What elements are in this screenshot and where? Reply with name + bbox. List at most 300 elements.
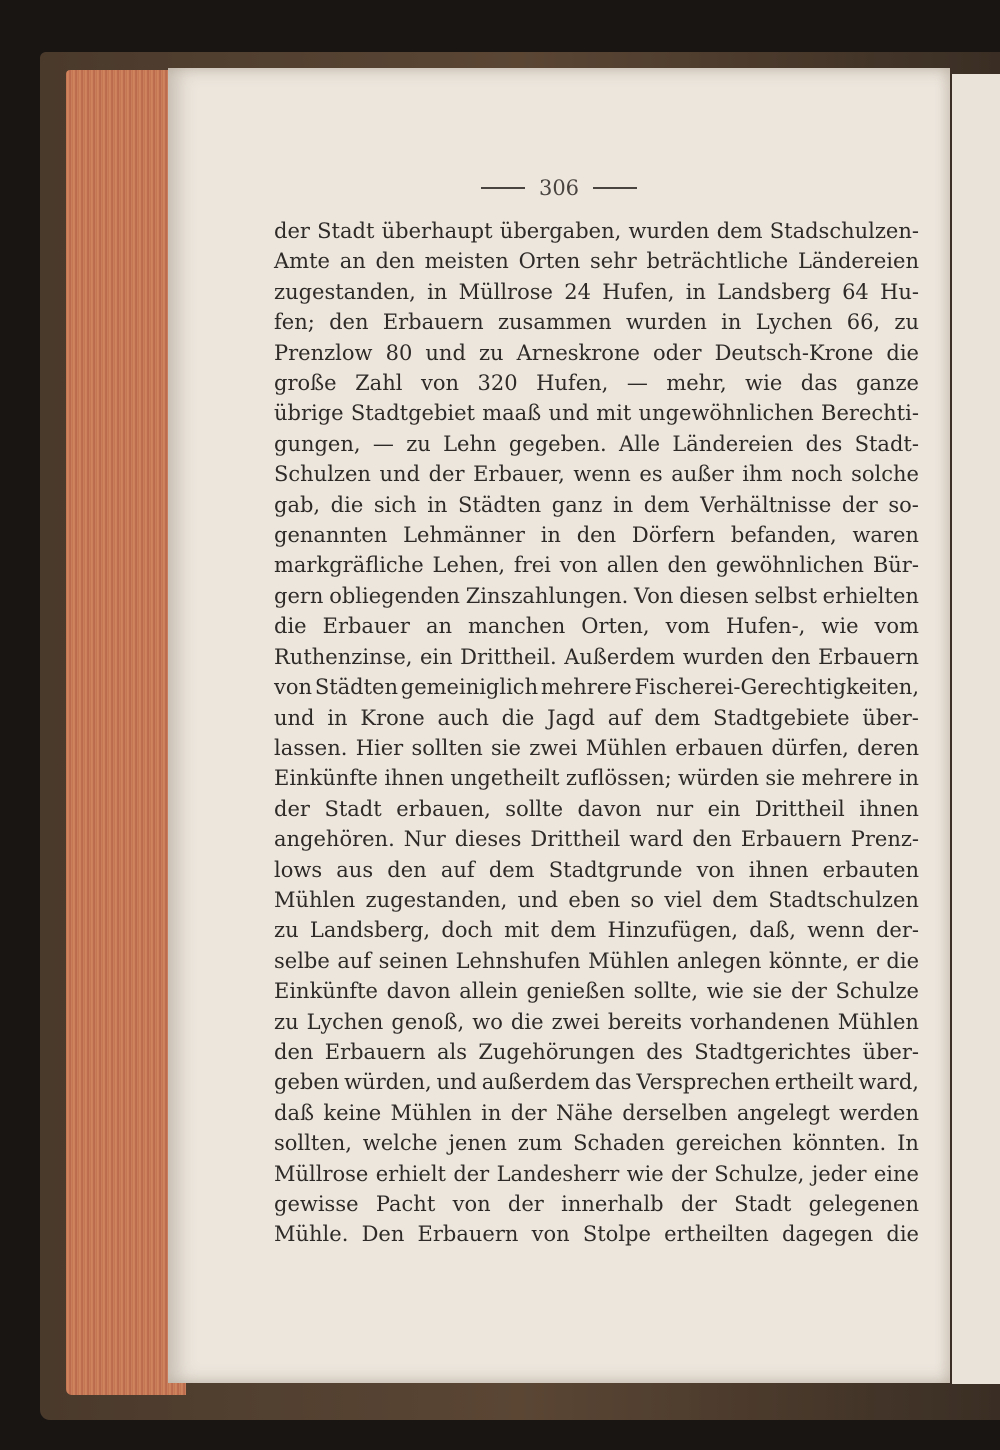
word: Einkünfte — [274, 766, 378, 791]
word: In — [897, 1131, 919, 1156]
word: Drittheil — [530, 827, 621, 852]
text-line — [274, 338, 919, 368]
word: sich — [373, 492, 417, 517]
word: der- — [875, 918, 919, 943]
word: allen — [606, 553, 659, 578]
word: gern — [274, 583, 324, 608]
word: obliegenden — [329, 583, 460, 608]
word: zu — [274, 1009, 299, 1034]
word: an — [339, 249, 366, 274]
word: Orten — [518, 249, 581, 274]
word: der — [510, 1100, 547, 1125]
book-page — [168, 68, 950, 1383]
word: beträchtliche — [646, 249, 789, 274]
word: Erbauern — [324, 1039, 426, 1064]
word: Hu- — [880, 279, 919, 304]
word: ihnen — [384, 766, 445, 791]
word: wenn — [807, 918, 865, 943]
word: er — [856, 948, 879, 973]
word: überhaupt — [381, 219, 493, 243]
text-line — [274, 1159, 919, 1189]
word: Lychen — [306, 1009, 384, 1034]
word: viel — [664, 887, 702, 912]
word: dem — [716, 219, 763, 243]
word: genannten — [274, 523, 388, 548]
word: ertheilt — [774, 1070, 854, 1095]
word: die — [886, 1222, 919, 1247]
word: zu — [478, 340, 504, 365]
word: wie — [745, 371, 783, 396]
word: den — [692, 827, 732, 852]
word: von — [274, 675, 313, 700]
word: von — [420, 371, 459, 396]
word: Ruthenzinse, — [274, 644, 413, 669]
word: wie — [821, 614, 859, 639]
word: die — [886, 340, 919, 365]
word: erhielten — [822, 583, 919, 608]
word: der — [428, 462, 465, 487]
text-line — [274, 368, 919, 398]
text-line — [274, 277, 919, 307]
word: über- — [862, 1039, 919, 1064]
word: Erbauer — [322, 614, 410, 639]
word: Fischerei-Gerechtigkeiten, — [634, 675, 919, 700]
word: zuflössen; — [565, 766, 672, 791]
word: lassen. — [274, 735, 348, 760]
word: außer — [671, 462, 734, 487]
word: wurden — [625, 310, 707, 335]
word: sollten, — [274, 1131, 352, 1156]
word: Außerdem — [564, 644, 676, 669]
word: Stadschulzen- — [769, 219, 919, 243]
word: Mühlen — [837, 1009, 919, 1034]
word: Prenzlow — [274, 340, 373, 365]
word: nur — [656, 796, 694, 821]
word: und — [379, 462, 421, 487]
next-page-edge — [950, 74, 1000, 1384]
word: angehören. — [274, 827, 395, 852]
word: davon — [386, 979, 451, 1004]
word: ihnen — [748, 857, 809, 882]
word: die — [510, 1009, 544, 1034]
word: die — [501, 705, 535, 730]
word: Stadt- — [854, 431, 919, 456]
word: Zinszahlungen. — [465, 583, 629, 608]
word: die — [330, 492, 364, 517]
word: würden — [678, 766, 759, 791]
word: befanden, — [730, 523, 837, 548]
text-line — [274, 581, 919, 611]
word: Bür- — [872, 553, 919, 578]
word: auf — [337, 948, 372, 973]
word: eine — [873, 1161, 919, 1186]
word: Mühlen — [588, 948, 670, 973]
word: sollte — [505, 796, 564, 821]
word: diesen — [679, 583, 749, 608]
word: ungetheilt — [450, 766, 560, 791]
word: außerdem — [481, 1070, 591, 1095]
text-line — [274, 550, 919, 580]
word: Lychen — [755, 310, 833, 335]
word: dem — [488, 857, 535, 882]
word: Mühlen — [274, 887, 356, 912]
word: geben — [274, 1070, 340, 1095]
word: könnte, — [768, 948, 849, 973]
word: maaß — [482, 401, 542, 426]
word: und — [425, 340, 466, 365]
word: Von — [634, 583, 674, 608]
word: sie — [765, 766, 796, 791]
word: den — [329, 310, 369, 335]
text-line — [274, 824, 919, 854]
word: große — [274, 371, 337, 396]
word: und — [548, 401, 589, 426]
text-line — [274, 1067, 919, 1097]
text-line — [274, 946, 919, 976]
text-line — [274, 703, 919, 733]
word: oder — [652, 340, 702, 365]
word: Schulze — [835, 979, 919, 1004]
word: Ländereien — [672, 431, 794, 456]
word: Stolpe — [582, 1222, 651, 1247]
text-line — [274, 672, 919, 702]
word: Hier — [355, 735, 404, 760]
word: Hufen, — [602, 279, 675, 304]
word: Drittheil. — [460, 644, 557, 669]
word: Schaden — [573, 1131, 665, 1156]
word: dieses — [454, 827, 522, 852]
word: Verhältnisse — [700, 492, 832, 517]
word: Zahl — [355, 371, 403, 396]
word: der — [274, 219, 310, 243]
word: der — [671, 1161, 707, 1186]
word: mit — [504, 918, 540, 943]
word: sie — [491, 735, 521, 760]
word: Lehnshufen — [455, 948, 581, 973]
word: Stadtgebiet — [350, 401, 475, 426]
word: Erbauern — [818, 644, 919, 669]
word: manchen — [468, 614, 566, 639]
word: und — [436, 1070, 477, 1095]
word: eben — [568, 887, 621, 912]
word: Dörfern — [631, 523, 716, 548]
word: würden, — [344, 1070, 432, 1095]
word: davon — [577, 796, 642, 821]
word: selbst — [754, 583, 817, 608]
word: Erbauern — [417, 1222, 519, 1247]
word: wenn — [573, 462, 631, 487]
word: Müllrose — [274, 1161, 369, 1186]
text-line — [274, 733, 919, 763]
word: 66, — [846, 310, 881, 335]
word: wo — [472, 1009, 503, 1034]
page-header — [168, 176, 950, 200]
word: ihm — [742, 462, 783, 487]
word: gewisse — [274, 1192, 359, 1216]
word: Landesherr — [496, 1161, 620, 1186]
header-dash-right — [593, 187, 637, 189]
text-line — [274, 1007, 919, 1037]
word: des — [805, 431, 843, 456]
word: Nähe — [556, 1100, 613, 1125]
word: als — [436, 1039, 467, 1064]
word: so- — [888, 492, 919, 517]
word: in — [685, 279, 706, 304]
word: zugestanden, — [365, 887, 508, 912]
word: ward, — [858, 1070, 919, 1095]
word: Städten — [314, 675, 398, 700]
word: meisten — [424, 249, 509, 274]
word: deren — [857, 735, 919, 760]
word: den — [375, 249, 415, 274]
text-line — [274, 915, 919, 945]
word: vorhandenen — [690, 1009, 830, 1034]
word: zu — [406, 431, 431, 456]
word: — — [626, 371, 648, 396]
word: angelegt — [736, 1100, 830, 1125]
word: mehrere — [801, 766, 893, 791]
word: derselben — [622, 1100, 728, 1125]
word: Mühlen — [390, 1100, 472, 1125]
word: werden — [839, 1100, 919, 1125]
word: gereichen — [675, 1131, 782, 1156]
word: gab, — [274, 492, 321, 517]
word: sehr — [589, 249, 637, 274]
text-line — [274, 490, 919, 520]
word: Städten — [458, 492, 542, 517]
page-number: 306 — [538, 176, 580, 200]
word: daß — [274, 1100, 314, 1125]
word: zu — [274, 918, 299, 943]
word: der — [790, 979, 827, 1004]
word: anlegen — [676, 948, 762, 973]
word: in — [612, 492, 634, 517]
text-line — [274, 520, 919, 550]
word: so — [630, 887, 654, 912]
word: erhielt — [375, 1161, 446, 1186]
word: Landsberg, — [309, 918, 431, 943]
word: daß, — [749, 918, 796, 943]
word: Orten, — [581, 614, 650, 639]
word: in — [481, 1100, 502, 1125]
word: zusammen — [497, 310, 612, 335]
word: der — [841, 492, 878, 517]
word: erbauen — [675, 735, 764, 760]
word: Amte — [274, 249, 330, 274]
word: in — [721, 310, 742, 335]
word: dürfen, — [771, 735, 849, 760]
word: wurden — [628, 219, 710, 243]
word: Stadtschulzen — [768, 887, 919, 912]
word: mehr, — [666, 371, 727, 396]
word: Stadtgerichtes — [694, 1039, 852, 1064]
word: Stadt — [734, 1192, 792, 1216]
word: seinen — [378, 948, 449, 973]
word: Krone — [360, 705, 425, 730]
word: ein — [707, 796, 741, 821]
word: noch — [791, 462, 843, 487]
word: dem — [712, 887, 759, 912]
word: von — [696, 857, 735, 882]
word: Stadtgrunde — [548, 857, 683, 882]
word: sollte, — [633, 979, 699, 1004]
word: ihnen — [859, 796, 919, 821]
word: es — [639, 462, 663, 487]
word: wie — [626, 1161, 664, 1186]
word: zwei — [551, 1009, 600, 1034]
word: gemeiniglich — [400, 675, 539, 700]
text-line — [274, 1098, 919, 1128]
word: Stadtgebiete — [712, 705, 850, 730]
text-line — [274, 855, 919, 885]
word: Stadt — [324, 796, 382, 821]
word: Drittheil — [754, 796, 845, 821]
text-line — [274, 307, 919, 337]
word: zu — [894, 310, 919, 335]
word: ganz — [551, 492, 603, 517]
word: zugestanden, — [274, 279, 416, 304]
word: von — [559, 553, 598, 578]
word: den — [667, 553, 707, 578]
word: an — [425, 614, 452, 639]
word: auf — [440, 857, 475, 882]
word: waren — [852, 523, 919, 548]
word: Alle — [618, 431, 661, 456]
word: jeder — [811, 1161, 867, 1186]
word: den — [274, 1039, 314, 1064]
word: mit — [596, 401, 632, 426]
word: doch — [441, 918, 493, 943]
word: Hufen, — [536, 371, 609, 396]
word: das — [594, 1070, 632, 1095]
word: Erbauer, — [473, 462, 565, 487]
word: Zugehörungen — [478, 1039, 635, 1064]
text-line — [274, 611, 919, 641]
word: genießen — [526, 979, 626, 1004]
word: der — [274, 796, 310, 821]
word: bereits — [607, 1009, 683, 1034]
text-line — [274, 246, 919, 276]
text-line — [274, 794, 919, 824]
word: in — [898, 766, 919, 791]
word: Hinzufügen, — [607, 918, 739, 943]
word: die — [886, 948, 919, 973]
word: Hufen-, — [726, 614, 806, 639]
word: den — [576, 523, 617, 548]
word: Berechti- — [821, 401, 919, 426]
word: Lehen, — [432, 553, 506, 578]
word: 320 — [477, 371, 518, 396]
text-line — [274, 429, 919, 459]
word: von — [452, 1192, 491, 1216]
word: auf — [607, 705, 642, 730]
word: Landsberg — [717, 279, 831, 304]
word: dagegen — [781, 1222, 874, 1247]
word: ein — [419, 644, 453, 669]
word: 24 — [564, 279, 591, 304]
word: keine — [323, 1100, 382, 1125]
word: Müllrose — [458, 279, 553, 304]
text-line — [274, 1037, 919, 1067]
word: gewöhnlichen — [715, 553, 864, 578]
word: über- — [862, 705, 919, 730]
word: in — [427, 492, 448, 517]
word: mehrere — [540, 675, 632, 700]
word: Deutsch-Krone — [714, 340, 874, 365]
word: vom — [665, 614, 710, 639]
word: — — [372, 431, 394, 456]
word: allein — [459, 979, 518, 1004]
word: Den — [361, 1222, 405, 1247]
word: dem — [550, 918, 597, 943]
word: 80 — [385, 340, 413, 365]
word: zum — [517, 1131, 563, 1156]
text-line — [274, 398, 919, 428]
word: Schulze, — [714, 1161, 805, 1186]
word: genoß, — [391, 1009, 465, 1034]
word: Jagd — [547, 705, 595, 730]
word: in — [427, 279, 448, 304]
body-text — [274, 216, 919, 1250]
word: sollten — [411, 735, 483, 760]
word: könnten. — [792, 1131, 887, 1156]
text-line — [274, 885, 919, 915]
word: welche — [362, 1131, 438, 1156]
word: wurden — [682, 644, 764, 669]
word: Einkünfte — [274, 979, 378, 1004]
text-line — [274, 1128, 919, 1158]
word: übergaben, — [499, 219, 622, 243]
text-line — [274, 976, 919, 1006]
word: aus — [336, 857, 374, 882]
word: erbauten — [822, 857, 919, 882]
word: der — [680, 1192, 717, 1216]
word: wie — [706, 979, 744, 1004]
word: Prenz- — [850, 827, 919, 852]
word: vom — [874, 614, 919, 639]
word: Erbauern — [740, 827, 842, 852]
header-dash-left — [481, 187, 525, 189]
word: Ländereien — [797, 249, 919, 274]
word: den — [387, 857, 427, 882]
word: den — [771, 644, 811, 669]
word: lows — [274, 857, 323, 882]
word: dem — [643, 492, 690, 517]
word: in — [327, 705, 348, 730]
word: frei — [513, 553, 551, 578]
text-line — [274, 1189, 919, 1219]
word: Lehn — [443, 431, 497, 456]
word: sie — [752, 979, 783, 1004]
word: Stadt — [317, 219, 375, 243]
word: Schulzen — [274, 462, 371, 487]
text-line — [274, 763, 919, 793]
word: erbauen, — [396, 796, 491, 821]
text-line — [274, 642, 919, 672]
word: solche — [851, 462, 919, 487]
word: auch — [437, 705, 489, 730]
word: Nur — [403, 827, 446, 852]
word: Mühle. — [274, 1222, 349, 1247]
word: Versprechen — [636, 1070, 771, 1095]
word: von — [531, 1222, 570, 1247]
word: Erbauern — [382, 310, 484, 335]
word: jenen — [448, 1131, 507, 1156]
word: der — [507, 1192, 544, 1216]
text-line — [274, 1219, 919, 1249]
text-line — [274, 216, 919, 246]
word: die — [274, 614, 307, 639]
